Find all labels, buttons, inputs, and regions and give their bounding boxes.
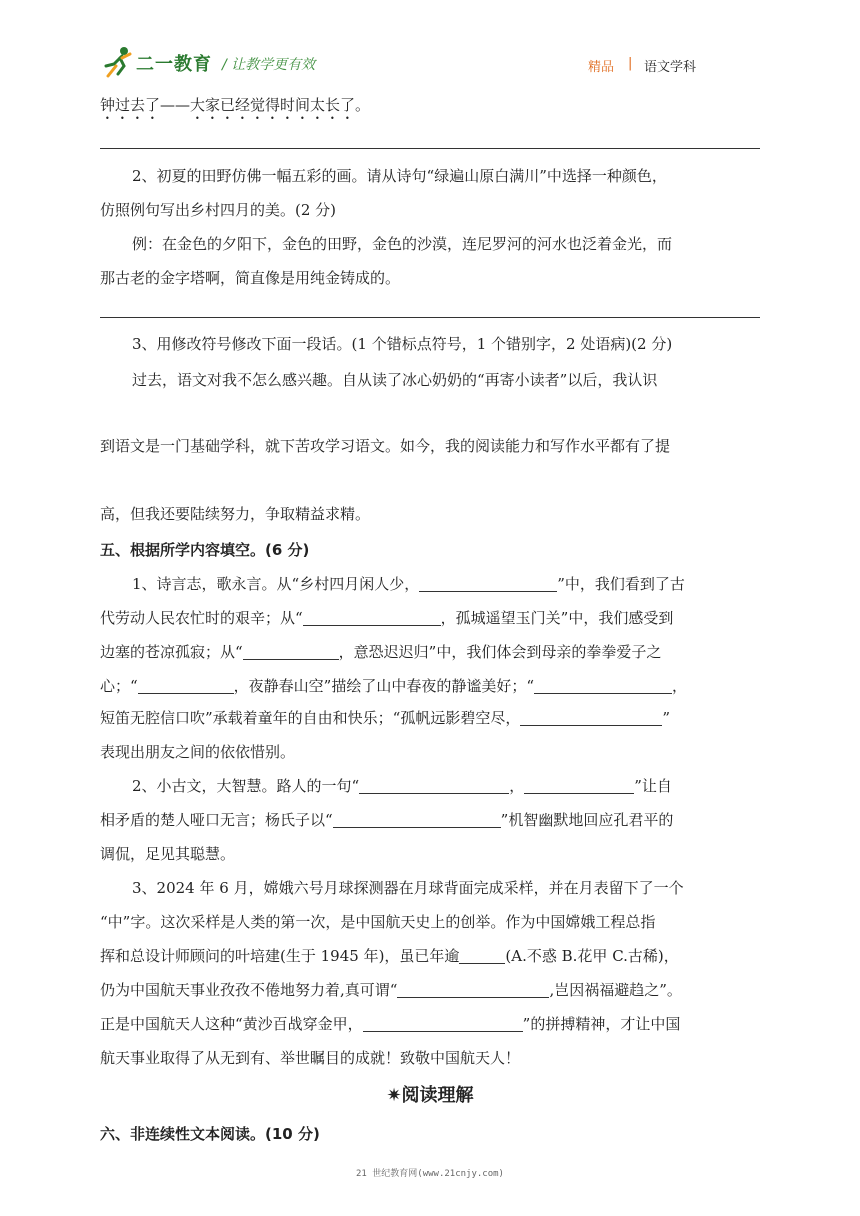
section-title: ✷阅读理解 [386, 1085, 474, 1106]
slogan: / 让教学更有效 [222, 57, 316, 73]
text-line: 正是中国航天人这种“黄沙百战穿金甲， ”的拼搏精神，才让中国 [100, 1015, 681, 1033]
section-heading: 五、根据所学内容填空。(6 分) [100, 541, 310, 559]
text-line: “中”字。这次采样是人类的第一次，是中国航天史上的创举。作为中国嫦娥工程总指 [100, 913, 656, 931]
text-line: 调侃，足见其聪慧。 [100, 845, 236, 863]
fill-blank[interactable] [243, 643, 339, 660]
section-heading: 六、非连续性文本阅读。(10 分) [100, 1125, 320, 1143]
runner-logo-icon [104, 46, 134, 78]
fill-blank[interactable] [333, 811, 501, 828]
text-line: 过去，语文对我不怎么感兴趣。自从读了冰心奶奶的“再寄小读者”以后，我认识 [132, 371, 658, 389]
subject-label: 语文学科 [644, 60, 697, 75]
question-3: 3、用修改符号修改下面一段话。(1 个错标点符号，1 个错别字，2 处语病)(2 分) [132, 335, 673, 353]
answer-line[interactable] [100, 148, 760, 149]
answer-line[interactable] [100, 317, 760, 318]
fill-blank[interactable] [359, 777, 509, 794]
example-text: 例：在金色的夕阳下，金色的田野，金色的沙漠，连尼罗河的河水也泛着金光，而 [132, 235, 673, 253]
fill-blank[interactable] [534, 677, 672, 694]
text-line: 2、小古文，大智慧。路人的一句“ ， ”让自 [132, 777, 672, 795]
text-line: 3、2024 年 6 月，嫦娥六号月球探测器在月球背面完成采样，并在月表留下了一个 [132, 879, 684, 897]
fill-blank[interactable] [397, 981, 549, 998]
text-line: 航天事业取得了从无到有、举世瞩目的成就！致敬中国航天人！ [100, 1049, 521, 1067]
header-separator: | [628, 56, 633, 71]
text-line: 钟过去了——大家已经觉得时间太长了。 [100, 96, 371, 114]
text-line: 高，但我还要陆续努力，争取精益求精。 [100, 505, 371, 523]
fill-blank[interactable] [138, 677, 234, 694]
question-2: 2、初夏的田野仿佛一幅五彩的画。请从诗句“绿遍山原白满川”中选择一种颜色， [132, 167, 667, 185]
text-line: 短笛无腔信口吹”承载着童年的自由和快乐；“孤帆远影碧空尽， ” [100, 709, 671, 727]
quality-label: 精品 [588, 60, 615, 75]
logo-text: 二一教育 [136, 54, 212, 75]
text-line: 相矛盾的楚人哑口无言；杨氏子以“ ”机智幽默地回应孔君平的 [100, 811, 674, 829]
fill-blank[interactable] [303, 609, 441, 626]
fill-blank[interactable] [363, 1015, 523, 1032]
text-line: 挥和总设计师顾问的叶培建(生于 1945 年)，虽已年逾 (A.不惑 B.花甲 C.古稀)， [100, 947, 679, 965]
text-line: 边塞的苍凉孤寂；从“ ，意恐迟迟归”中，我们体会到母亲的拳拳爱子之 [100, 643, 662, 661]
footer: 21 世纪教育网(www.21cnjy.com) [356, 1169, 504, 1179]
text-line: 仍为中国航天事业孜孜不倦地努力着,真可谓“ ,岂因祸福避趋之”。 [100, 981, 682, 999]
text-line: 代劳动人民农忙时的艰辛；从“ ，孤城遥望玉门关”中，我们感受到 [100, 609, 674, 627]
text-line: 心；“ ，夜静春山空”描绘了山中春夜的静谧美好；“ ， [100, 677, 688, 695]
text-line: 仿照例句写出乡村四月的美。(2 分) [100, 201, 337, 219]
fill-blank[interactable] [419, 575, 557, 592]
logo [104, 46, 214, 80]
text-line: 表现出朋友之间的依依惜别。 [100, 743, 296, 761]
fill-blank[interactable] [459, 947, 505, 964]
fill-blank[interactable] [524, 777, 634, 794]
text-line: 那古老的金字塔啊，简直像是用纯金铸成的。 [100, 269, 401, 287]
text-line: 到语文是一门基础学科，就下苦攻学习语文。如今，我的阅读能力和写作水平都有了提 [100, 437, 671, 455]
text-line: 1、诗言志，歌永言。从“乡村四月闲人少， ”中，我们看到了古 [132, 575, 685, 593]
fill-blank[interactable] [520, 709, 662, 726]
